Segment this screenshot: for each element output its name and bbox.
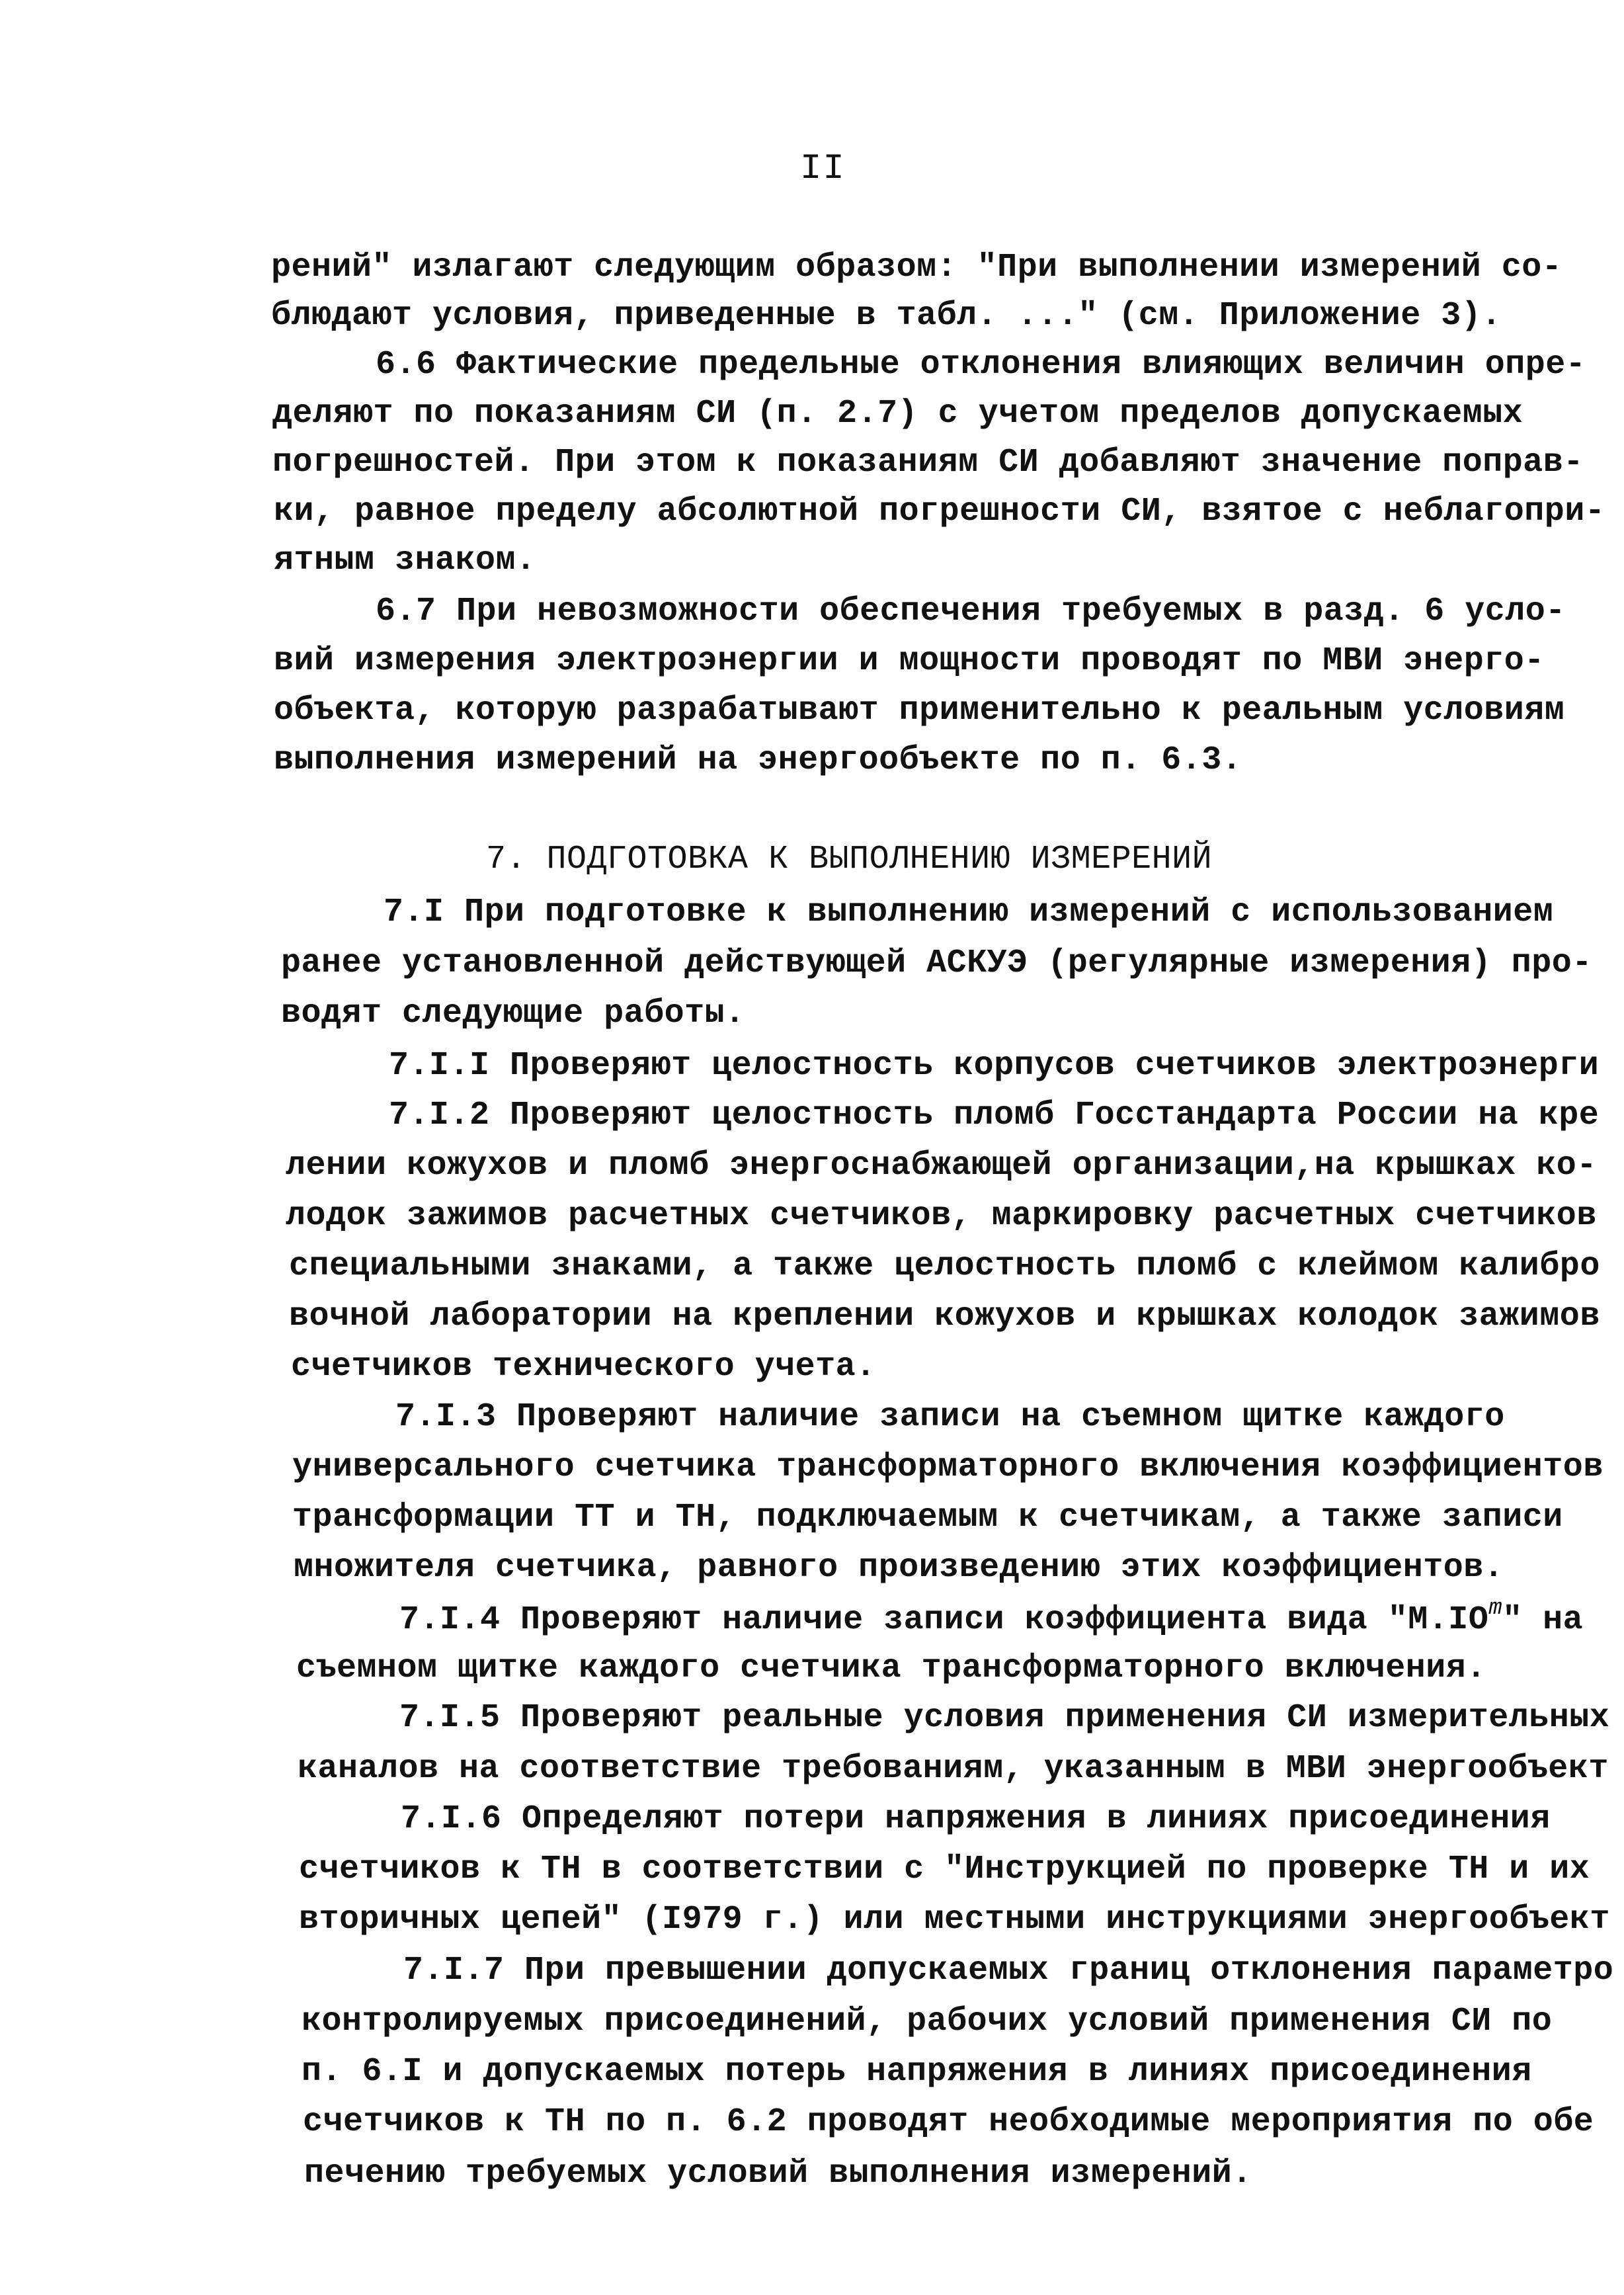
text-line: 7.I.6 Определяют потери напряжения в линиях присоединения — [401, 1800, 1551, 1838]
text-span: " на — [1502, 1601, 1584, 1639]
text-line: лении кожухов и пломб энергоснабжающей организации,на крышках ко- — [286, 1147, 1597, 1185]
text-line: печению требуемых условий выполнения измерений. — [304, 2155, 1252, 2192]
text-line: счетчиков к ТН в соответствии с "Инструкцией по проверке ТН и их — [299, 1851, 1590, 1888]
text-line: вторичных цепей" (I979 г.) или местными инструкциями энергообъект — [299, 1901, 1610, 1939]
text-line: выполнения измерений на энергообъекте по п. 6.3. — [274, 741, 1242, 779]
section-heading: 7. ПОДГОТОВКА К ВЫПОЛНЕНИЮ ИЗМЕРЕНИЙ — [486, 841, 1213, 878]
page-number: II — [800, 149, 846, 189]
text-line: 7.I.7 При превышении допускаемых границ отклонения параметро — [403, 1952, 1614, 1989]
text-line — [399, 1596, 1584, 1639]
text-line: съемном щитке каждого счетчика трансформаторного включения. — [296, 1649, 1486, 1687]
text-line: 7.I.3 Проверяют наличие записи на съемном щитке каждого — [395, 1398, 1505, 1436]
text-line: 7.I При подготовке к выполнению измерений с использованием — [384, 894, 1554, 931]
text-line: 7.I.2 Проверяют целостность пломб Госстандарта России на кре — [389, 1097, 1600, 1134]
text-line: каналов на соответствие требованиям, указанным в МВИ энергообъект — [298, 1750, 1609, 1788]
text-line: рений" излагают следующим образом: "При выполнении измерений со- — [271, 249, 1563, 286]
text-line: ятным знаком. — [274, 542, 536, 579]
text-line: трансформации ТТ и ТН, подключаемым к счетчикам, а также записи — [292, 1499, 1563, 1536]
superscript-exponent: m — [1488, 1596, 1503, 1621]
text-line: ранее установленной действующей АСКУЭ (регулярные измерения) про- — [281, 944, 1592, 982]
text-line: вий измерения электроэнергии и мощности проводят по МВИ энерго- — [274, 642, 1545, 680]
text-line: вочной лаборатории на креплении кожухов и крышках колодок зажимов — [289, 1298, 1600, 1335]
text-line: 6.7 При невозможности обеспечения требуемых в разд. 6 усло- — [376, 593, 1566, 630]
text-line: 7.I.5 Проверяют реальные условия применения СИ измерительных — [399, 1699, 1610, 1737]
text-line: деляют по показаниям СИ (п. 2.7) с учетом пределов допускаемых — [272, 395, 1523, 433]
text-span: 7.I.4 Проверяют наличие записи коэффициента вида "М.IO — [399, 1601, 1489, 1639]
text-line: счетчиков технического учета. — [291, 1348, 876, 1386]
text-line: универсального счетчика трансформаторного включения коэффициентов — [292, 1448, 1604, 1486]
text-line: счетчиков к ТН по п. 6.2 проводят необходимые мероприятия по обе — [303, 2103, 1594, 2141]
text-line: 6.6 Фактические предельные отклонения влияющих величин опре- — [376, 346, 1586, 384]
text-line: объекта, которую разрабатывают применительно к реальным условиям — [274, 692, 1565, 730]
text-line: ки, равное пределу абсолютной погрешности СИ, взятое с неблагопри- — [274, 493, 1605, 530]
text-line: специальными знаками, а также целостность пломб с клеймом калибро — [289, 1247, 1600, 1285]
text-line: блюдают условия, приведенные в табл. ..." (см. Приложение 3). — [271, 297, 1502, 335]
text-line: водят следующие работы. — [281, 995, 745, 1032]
text-line: погрешностей. При этом к показаниям СИ добавляют значение поправ- — [272, 444, 1584, 481]
text-line: п. 6.I и допускаемых потерь напряжения в линиях присоединения — [302, 2053, 1532, 2091]
text-line: 7.I.I Проверяют целостность корпусов счетчиков электроэнерги — [389, 1047, 1600, 1085]
text-line: множителя счетчика, равного произведению этих коэффициентов. — [294, 1549, 1504, 1587]
text-line: контролируемых присоединений, рабочих условий применения СИ по — [302, 2003, 1553, 2040]
text-line: лодок зажимов расчетных счетчиков, маркировку расчетных счетчиков — [286, 1197, 1597, 1235]
